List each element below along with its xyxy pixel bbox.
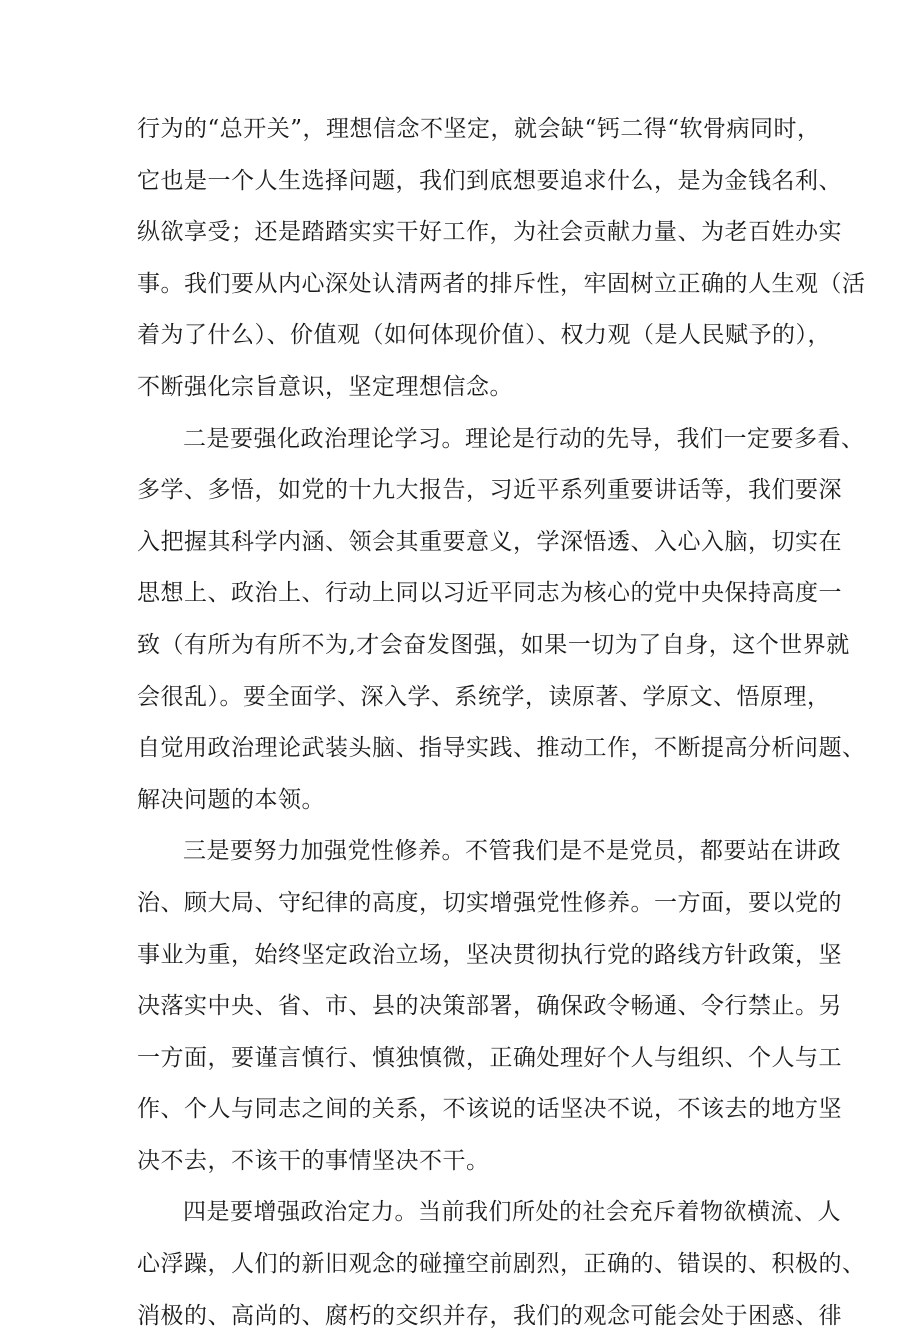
text-line: 决落实中央、省、市、县的决策部署，确保政令畅通、令行禁止。另 [137,993,842,1020]
text-line: 致（有所为有所不为,才会奋发图强，如果一切为了自身，这个世界就 [137,631,850,658]
paragraph-start-line: 四是要增强政治定力。当前我们所处的社会充斥着物欲横流、人 [183,1199,841,1226]
text-line: 思想上、政治上、行动上同以习近平同志为核心的党中央保持高度一 [137,580,842,607]
body-text [137,104,866,1342]
text-line: 自觉用政治理论武装头脑、指导实践、推动工作，不断提高分析问题、 [137,735,866,762]
text-line: 入把握其科学内涵、领会其重要意义，学深悟透、入心入脑，切实在 [137,528,842,555]
text-line: 作、个人与同志之间的关系，不该说的话坚决不说，不该去的地方坚 [137,1096,842,1123]
text-line: 治、顾大局、守纪律的高度，切实增强党性修养。一方面，要以党的 [137,889,842,916]
text-line: 行为的“总开关”，理想信念不坚定，就会缺“钙二得“软骨病同时， [137,116,821,142]
text-line: 解决问题的本领。 [137,786,325,813]
text-line: 着为了什么）、价值观（如何体现价值）、权力观（是人民赋予的）， [137,322,831,349]
text-line: 它也是一个人生选择问题，我们到底想要追求什么，是为金钱名利、 [137,167,842,194]
paragraph-start-line: 三是要努力加强党性修养。不管我们是不是党员，都要站在讲政 [183,838,841,865]
text-line: 事。我们要从内心深处认清两者的排斥性，牢固树立正确的人生观（活 [137,270,866,297]
text-line: 一方面，要谨言慎行、慎独慎微，正确处理好个人与组织、个人与工 [137,1044,842,1071]
text-line: 事业为重，始终坚定政治立场，坚决贯彻执行党的路线方针政策，坚 [137,941,842,968]
paragraph-start-line: 二是要强化政治理论学习。理论是行动的先导，我们一定要多看、 [183,425,865,452]
text-line: 多学、多悟，如党的十九大报告，习近平系列重要讲话等，我们要深 [137,477,842,504]
text-line: 决不去，不该干的事情坚决不干。 [137,1147,490,1174]
text-line: 心浮躁，人们的新旧观念的碰撞空前剧烈，正确的、错误的、积极的、 [137,1251,866,1278]
text-line: 不断强化宗旨意识，坚定理想信念。 [137,373,513,400]
text-line: 纵欲享受；还是踏踏实实干好工作，为社会贡献力量、为老百姓办实 [137,219,842,246]
text-line: 消极的、高尚的、腐朽的交织并存，我们的观念可能会处于困惑、徘 [137,1302,842,1329]
text-line: 会很乱）。要全面学、深入学、系统学，读原著、学原文、悟原理， [137,683,831,710]
